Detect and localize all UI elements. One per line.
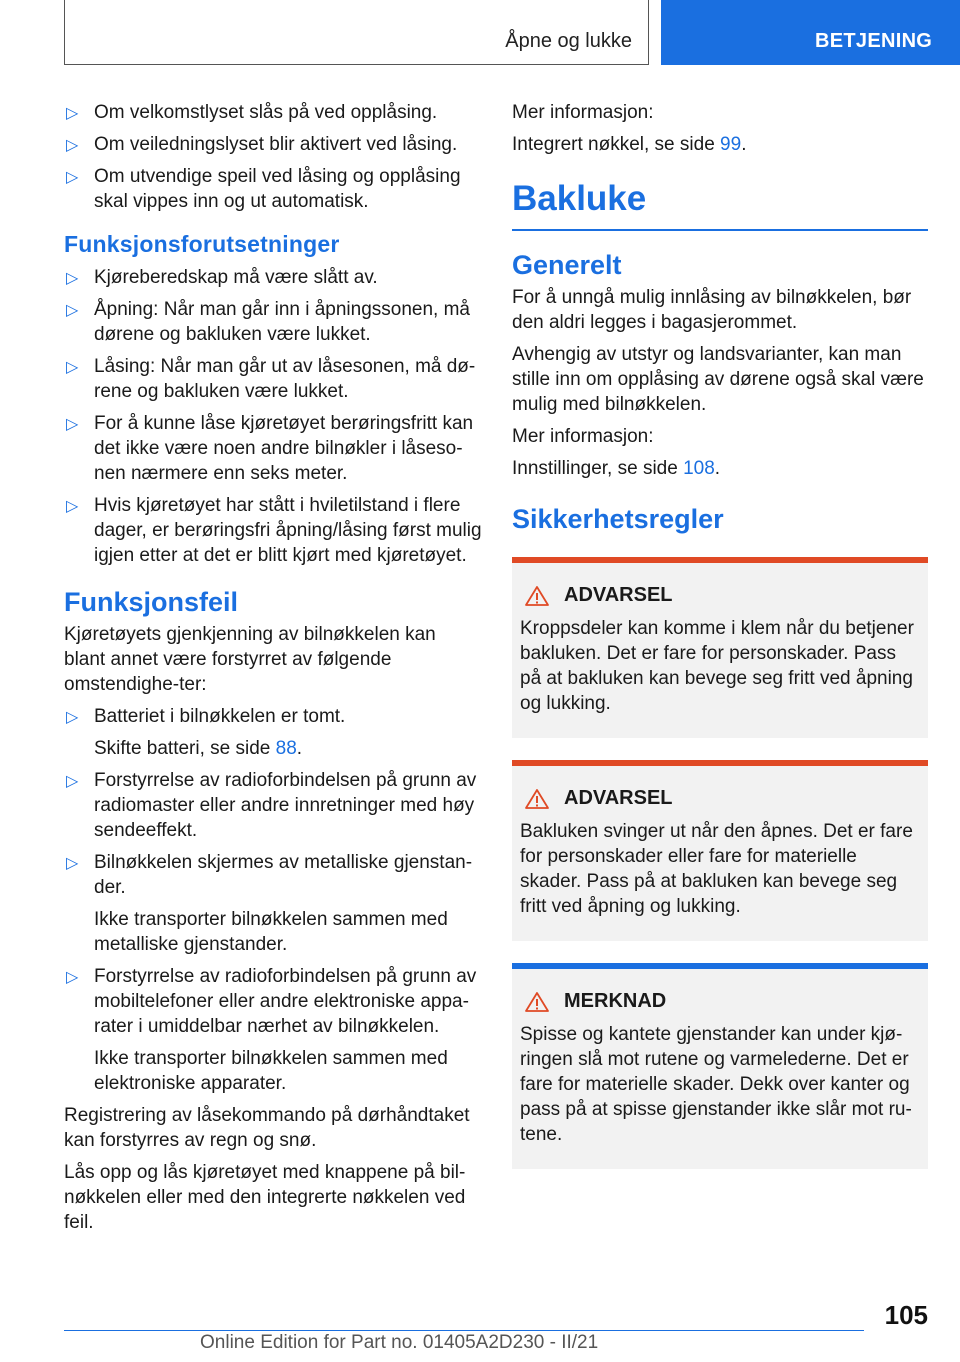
triangle-bullet-icon: ▷ bbox=[66, 270, 79, 287]
warning-box bbox=[512, 760, 928, 941]
list-item: ▷ Åpning: Når man går inn i åpningssonen, må dørene og bakluken være lukket. bbox=[66, 299, 471, 345]
left-column bbox=[64, 100, 482, 1242]
paragraph: Mer informasjon: bbox=[512, 102, 654, 123]
warning-triangle-icon bbox=[524, 788, 550, 810]
warning-title: ADVARSEL bbox=[564, 787, 673, 809]
heading-prerequisites: Funksjonsforutsetninger bbox=[64, 231, 340, 257]
paragraph: Lås opp og lås kjøretøyet med knappene på bil-nøkkelen eller med den integrerte nøkkelen ved feil. bbox=[64, 1162, 466, 1233]
triangle-bullet-icon: ▷ bbox=[66, 855, 79, 872]
page-link[interactable]: 88 bbox=[275, 738, 297, 759]
list-item: ▷ For å kunne låse kjøretøyet berøringsfritt kan det ikke være noen andre bilnøkler i låseso-nen nærmere enn seks meter. bbox=[66, 413, 474, 484]
list-item: ▷ Forstyrrelse av radioforbindelsen på grunn av radiomaster eller andre innretninger med høy sendeeffekt. bbox=[66, 770, 477, 841]
page-link[interactable]: 99 bbox=[720, 134, 742, 155]
triangle-bullet-icon: ▷ bbox=[66, 169, 79, 186]
notice-title: MERKNAD bbox=[564, 990, 667, 1012]
triangle-bullet-icon: ▷ bbox=[66, 773, 79, 790]
header-section-title: Åpne og lukke bbox=[505, 30, 632, 52]
list-item: ▷ Om velkomstlyset slås på ved opplåsing. bbox=[64, 100, 482, 125]
triangle-bullet-icon: ▷ bbox=[66, 105, 79, 122]
paragraph: Avhengig av utstyr og landsvarianter, kan man stille inn om opplåsing av dørene også skal være mulig med bilnøkkelen. bbox=[512, 344, 924, 415]
list-item: ▷ Låsing: Når man går ut av låsesonen, må dø-rene og bakluken være lukket. bbox=[66, 356, 476, 402]
paragraph: Registrering av låsekommando på dørhåndtaket kan forstyrres av regn og snø. bbox=[64, 1105, 470, 1151]
list-item: ▷ Bilnøkkelen skjermes av metalliske gjenstan-der. bbox=[66, 852, 473, 898]
header-chapter-tab bbox=[661, 0, 960, 65]
sub-paragraph: Ikke transporter bilnøkkelen sammen med metalliske gjenstander. bbox=[94, 909, 448, 955]
warning-box bbox=[512, 557, 928, 738]
paragraph: For å unngå mulig innlåsing av bilnøkkelen, bør den aldri legges i bagasjerommet. bbox=[512, 287, 912, 333]
triangle-bullet-icon: ▷ bbox=[66, 416, 79, 433]
sub-paragraph: Ikke transporter bilnøkkelen sammen med elektroniske apparater. bbox=[94, 1048, 448, 1094]
page-number: 105 bbox=[884, 1300, 928, 1330]
paragraph: Mer informasjon: bbox=[512, 426, 654, 447]
warning-triangle-icon bbox=[524, 991, 550, 1013]
reference: Innstillinger, se side 108. bbox=[512, 458, 721, 479]
page-link[interactable]: 108 bbox=[683, 458, 715, 479]
footer-divider bbox=[64, 1330, 864, 1331]
list-item: ▷ Om utvendige speil ved låsing og opplåsing skal vippes inn og ut automatisk. bbox=[66, 166, 461, 212]
right-column bbox=[512, 100, 928, 1169]
triangle-bullet-icon: ▷ bbox=[66, 302, 79, 319]
heading-safety: Sikkerhetsregler bbox=[512, 504, 724, 534]
list-item: ▷ Om veiledningslyset blir aktivert ved låsing. bbox=[64, 132, 482, 157]
list-item: ▷ Kjørеberedskap må være slått av. bbox=[64, 265, 482, 290]
footer-edition: Online Edition for Part no. 01405A2D230 - II/21 bbox=[200, 1332, 599, 1353]
warning-text: Bakluken svinger ut når den åpnes. Det er fare for personskader eller fare for materielle skader. Pass på at bakluken kan bevege seg fritt ved åpning og lukking. bbox=[520, 821, 913, 917]
triangle-bullet-icon: ▷ bbox=[66, 709, 79, 726]
list-item: ▷ Hvis kjøretøyet har stått i hviletilstand i flere dager, er berøringsfri åpning/låsing først mulig igjen etter at det er blitt kjørt med kjøretøyet. bbox=[66, 495, 482, 566]
heading-tailgate: Bakluke bbox=[512, 177, 928, 231]
heading-malfunction: Funksjonsfeil bbox=[64, 587, 239, 617]
header-chapter-title: BETJENING bbox=[815, 30, 933, 52]
notice-text: Spisse og kantete gjenstander kan under kjø-ringen slå mot rutene og varmelederne. Det er fare for materielle skader. Dekk over kanter og pass på at spisse gjenstander ikke slår mot ru-tene. bbox=[520, 1024, 912, 1145]
paragraph: Kjøretøyets gjenkjenning av bilnøkkelen kan blant annet være forstyrret av følgende omstendighe-ter: bbox=[64, 624, 436, 695]
header-section-box bbox=[64, 0, 649, 65]
triangle-bullet-icon: ▷ bbox=[66, 498, 79, 515]
reference: Integrert nøkkel, se side 99. bbox=[512, 134, 747, 155]
triangle-bullet-icon: ▷ bbox=[66, 359, 79, 376]
list-item: ▷ Batteriet i bilnøkkelen er tomt. bbox=[64, 704, 482, 729]
warning-text: Kroppsdeler kan komme i klem når du betjener bakluken. Det er fare for personskader. Pass på at bakluken kan bevege seg fritt ved åpning og lukking. bbox=[520, 618, 914, 714]
sub-paragraph: Skifte batteri, se side 88. bbox=[94, 738, 303, 759]
warning-triangle-icon bbox=[524, 585, 550, 607]
triangle-bullet-icon: ▷ bbox=[66, 137, 79, 154]
heading-general: Generelt bbox=[512, 250, 622, 280]
triangle-bullet-icon: ▷ bbox=[66, 969, 79, 986]
list-item: ▷ Forstyrrelse av radioforbindelsen på grunn av mobiltelefoner eller andre elektroniske appa-rater i umiddelbar nærhet av bilnøkkelen. bbox=[66, 966, 477, 1037]
notice-box bbox=[512, 963, 928, 1169]
warning-title: ADVARSEL bbox=[564, 584, 673, 606]
